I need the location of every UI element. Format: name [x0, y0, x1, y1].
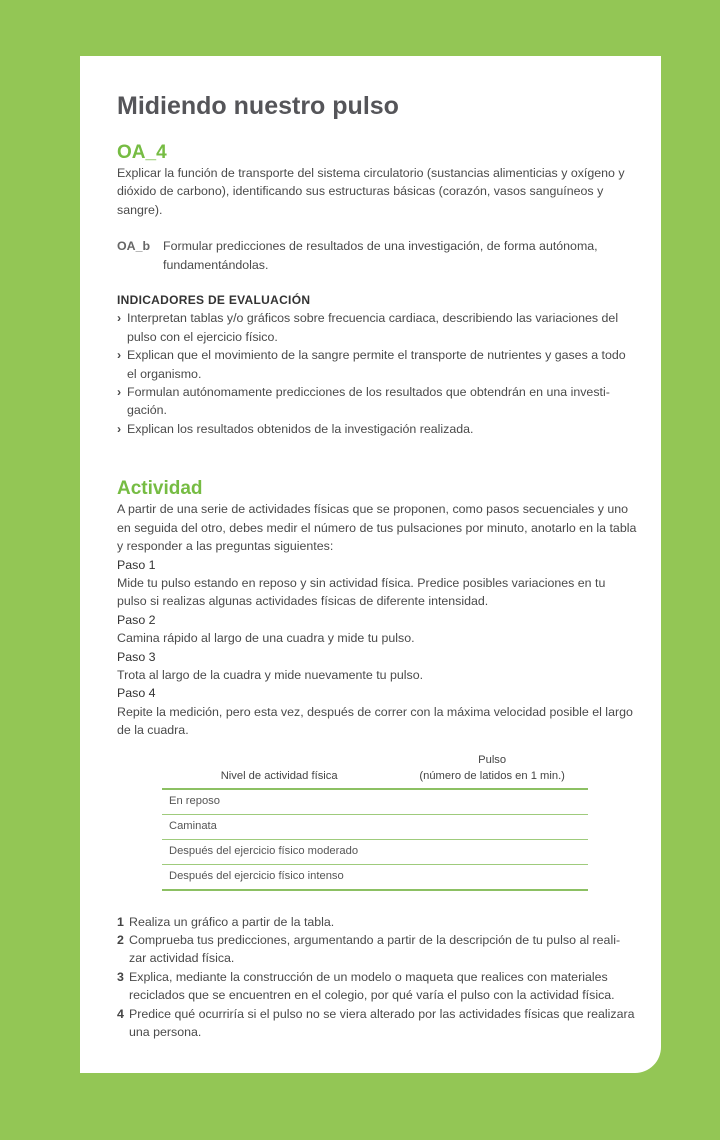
list-item: [117, 383, 637, 420]
table-row: [162, 839, 588, 864]
list-item: [117, 913, 637, 931]
page-content: [117, 90, 637, 1041]
oa4-section: [117, 142, 637, 219]
questions-list: [117, 913, 637, 1042]
page-title: Midiendo nuestro pulso: [117, 92, 399, 120]
list-item: [117, 931, 637, 968]
activity-section: [117, 478, 637, 739]
indicators-list: [117, 309, 637, 438]
pulse-cell[interactable]: [396, 814, 588, 839]
indicator-text: Explican los resultados obtenidos de la investigación realizada.: [127, 421, 474, 436]
indicator-text: Interpretan tablas y/o gráficos sobre frecuencia cardiaca, describiendo las variaciones del pulso con el ejercicio físico.: [127, 311, 619, 344]
step-text: Camina rápido al largo de una cuadra y mide tu pulso.: [117, 631, 415, 646]
step-label: Paso 3: [117, 649, 156, 664]
list-item: [117, 420, 637, 438]
question-text: Explica, mediante la construcción de un modelo o maqueta que realices con materiales reciclados que se encuentren en el colegio, por qué varía el pulso con la actividad física.: [129, 969, 615, 1003]
table-row: [162, 864, 588, 890]
oab-section: [117, 237, 637, 274]
activity-intro: A partir de una serie de actividades físicas que se proponen, como pasos secuenciales y uno en seguida del otro, debes medir el número de tus pulsaciones por minuto, anotarlo en la tabla y responder a las preguntas siguientes:: [117, 502, 637, 554]
question-number: 4: [117, 1006, 124, 1021]
indicator-text: Formulan autónomamente predicciones de los resultados que obtendrán en una investi-gación.: [127, 385, 610, 418]
question-text: Comprueba tus predicciones, argumentando a partir de la descripción de tu pulso al reali-zar actividad física.: [129, 932, 621, 966]
step-text: Trota al largo de la cuadra y mide nuevamente tu pulso.: [117, 667, 424, 682]
chevron-right-icon: ›: [117, 311, 122, 326]
pulse-header-line2: (número de latidos en 1 min.): [419, 769, 565, 782]
question-text: Predice qué ocurriría si el pulso no se viera alterado por las actividades físicas que realizara una persona.: [129, 1006, 635, 1039]
question-text: Realiza un gráfico a partir de la tabla.: [129, 914, 335, 929]
column-header-pulse: [396, 752, 588, 789]
pulse-cell[interactable]: [396, 864, 588, 890]
activity-heading: Actividad: [117, 478, 203, 500]
pulse-header-line1: Pulso: [478, 753, 507, 766]
table-header-row: [162, 752, 588, 789]
oa4-text: Explicar la función de transporte del sistema circulatorio (sustancias alimenticias y oxígeno y dióxido de carbono), identificando sus estructuras básicas (corazón, vasos sanguíneos y sangre).: [117, 166, 625, 217]
step-text: Repite la medición, pero esta vez, después de correr con la máxima velocidad posible el largo de la cuadra.: [117, 704, 633, 738]
oab-code: OA_b: [117, 239, 151, 254]
step-label: Paso 4: [117, 686, 156, 701]
pulse-cell[interactable]: [396, 789, 588, 815]
step-text: Mide tu pulso estando en reposo y sin actividad física. Predice posibles variaciones en tu pulso si realizas algunas actividades físicas de diferente intensidad.: [117, 575, 606, 609]
activity-cell: Después del ejercicio físico intenso: [162, 864, 396, 890]
indicator-text: Explican que el movimiento de la sangre permite el transporte de nutrientes y gases a todo el organismo.: [127, 348, 626, 381]
list-item: [117, 1005, 637, 1042]
chevron-right-icon: ›: [117, 421, 122, 436]
table-row: [162, 814, 588, 839]
list-item: [117, 968, 637, 1005]
list-item: [117, 346, 637, 383]
question-number: 3: [117, 969, 124, 984]
activity-cell: Caminata: [162, 814, 396, 839]
step-label: Paso 2: [117, 612, 156, 627]
chevron-right-icon: ›: [117, 385, 122, 400]
chevron-right-icon: ›: [117, 348, 122, 363]
step-label: Paso 1: [117, 557, 156, 572]
question-number: 1: [117, 914, 124, 929]
activity-cell: En reposo: [162, 789, 396, 815]
list-item: [117, 309, 637, 346]
oa4-heading: OA_4: [117, 142, 167, 163]
oab-text: Formular predicciones de resultados de una investigación, de forma autónoma, fundamentándolas.: [163, 239, 598, 272]
pulse-cell[interactable]: [396, 839, 588, 864]
question-number: 2: [117, 932, 124, 947]
table-row: [162, 789, 588, 815]
page-sheet: [80, 56, 661, 1073]
indicators-title: INDICADORES DE EVALUACIÓN: [117, 293, 311, 308]
pulse-table: [162, 752, 588, 891]
column-header-activity: Nivel de actividad física: [220, 769, 338, 782]
activity-cell: Después del ejercicio físico moderado: [162, 839, 396, 864]
